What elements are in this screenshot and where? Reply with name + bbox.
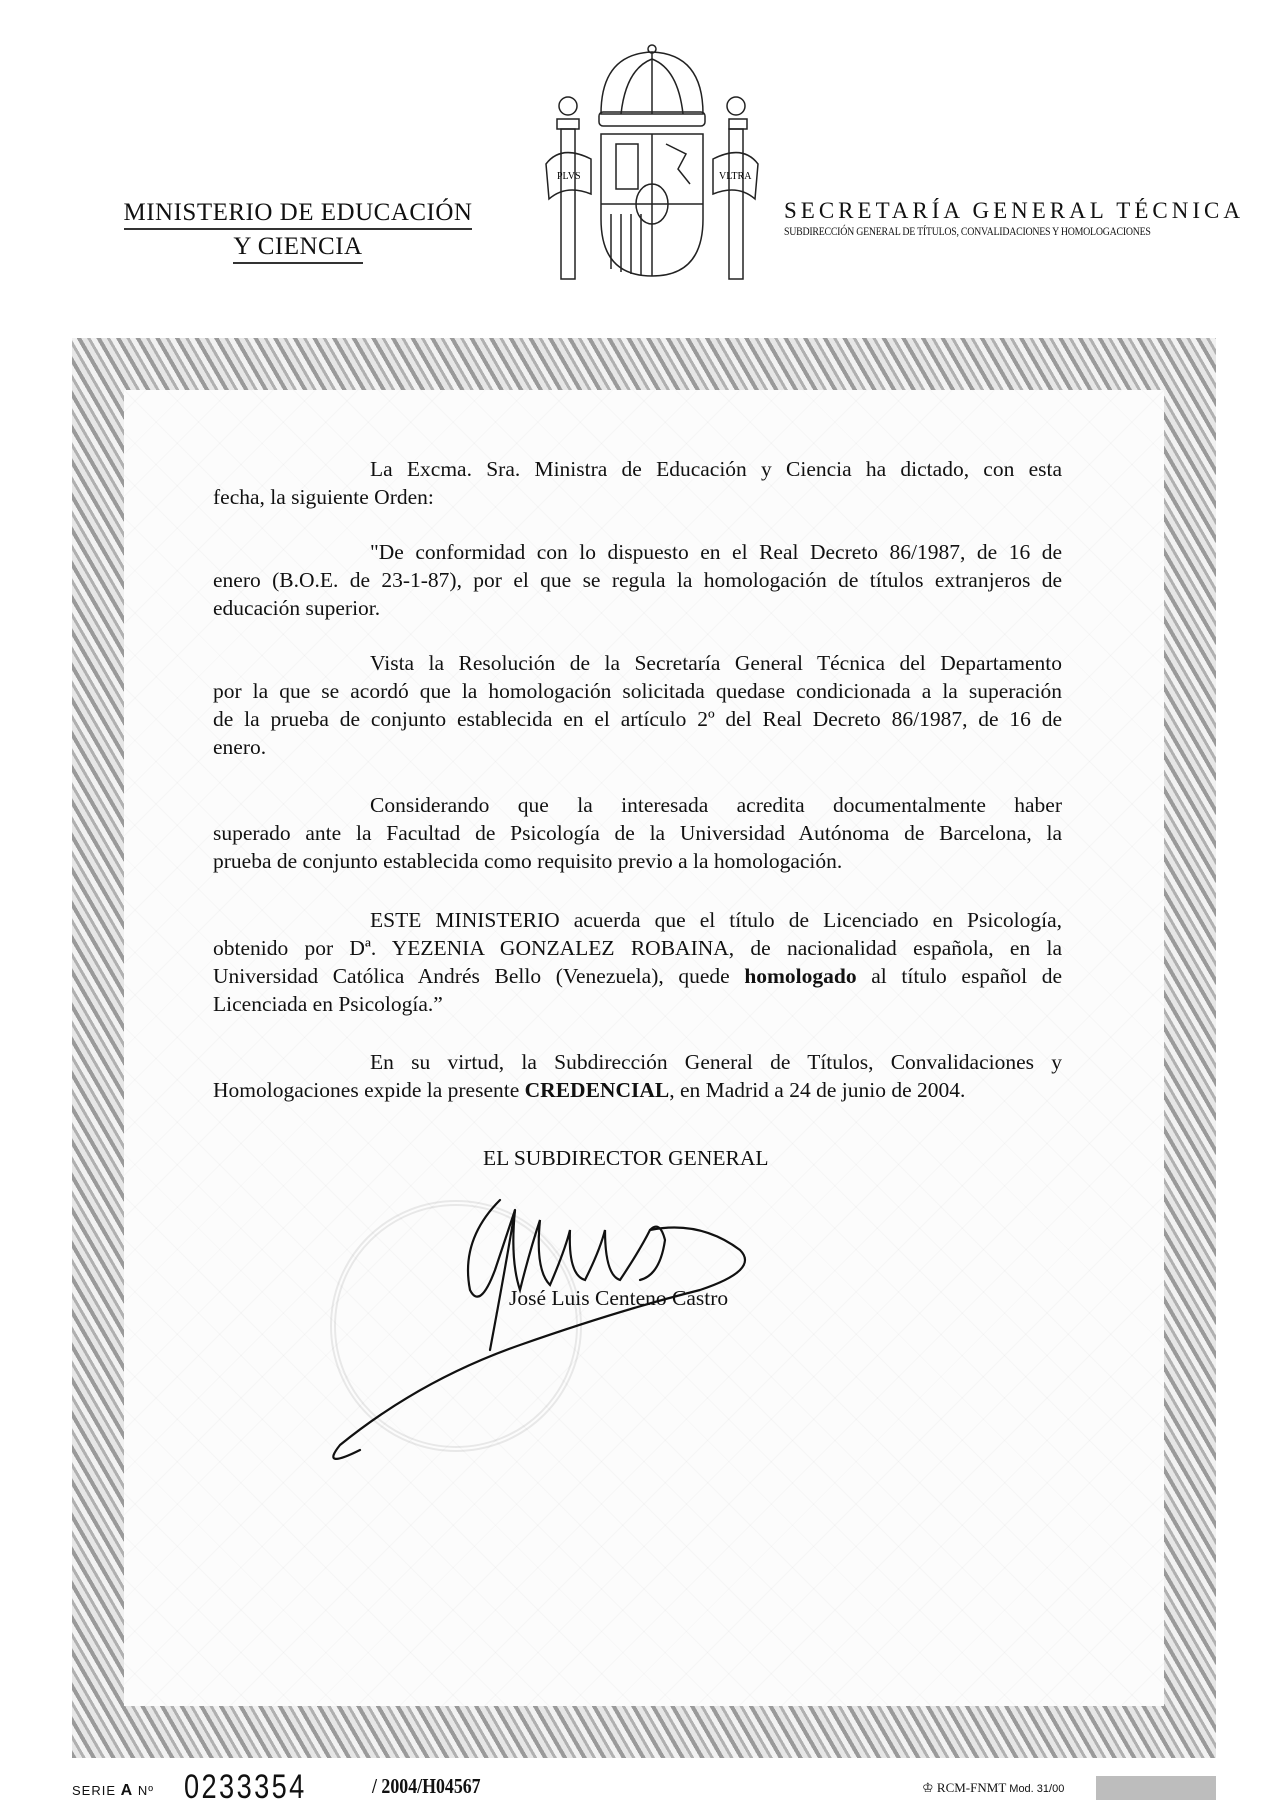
- paragraph-4: [213, 791, 1062, 875]
- text-line: ESTE MINISTERIO acuerda que el título de Licenciado en Psicología,: [370, 908, 1062, 932]
- text-line: [213, 1076, 1062, 1104]
- serie-text: SERIE: [72, 1783, 117, 1798]
- serie-letter: A: [120, 1782, 134, 1799]
- text-line: En su virtud, la Subdirección General de Títulos, Convalidaciones y: [370, 1050, 1062, 1074]
- secretariat-subtitle: SUBDIRECCIÓN GENERAL DE TÍTULOS, CONVALIDACIONES Y HOMOLOGACIONES: [784, 226, 1151, 238]
- serie-label: [72, 1782, 154, 1800]
- text-line: [213, 962, 1062, 990]
- text-span: Universidad Católica Andrés Bello (Venezuela), quede: [213, 964, 745, 988]
- text-span: al título español de: [856, 964, 1062, 988]
- paragraph-3: [213, 649, 1062, 761]
- text-line: "De conformidad con lo dispuesto en el Real Decreto 86/1987, de 16 de: [370, 540, 1062, 564]
- text-line: por la que se acordó que la homologación solicitada quedase condicionada a la superación: [213, 679, 1062, 703]
- serial-number: 0233354: [184, 1768, 307, 1806]
- text-line: superado ante la Facultad de Psicología de la Universidad Autónoma de Barcelona, la: [213, 821, 1062, 845]
- signatory-title: EL SUBDIRECTOR GENERAL: [483, 1146, 769, 1170]
- ministry-title-line2: Y CIENCIA: [233, 232, 362, 264]
- printer-mark: [922, 1780, 1064, 1796]
- motto-right: VLTRA: [719, 171, 752, 182]
- text-line: prueba de conjunto establecida como requisito previo a la homologación.: [213, 849, 843, 873]
- text-line: enero.: [213, 735, 267, 759]
- printer-name: RCM-FNMT: [936, 1780, 1007, 1795]
- model-number: Mod. 31/00: [1009, 1783, 1065, 1795]
- text-line: Vista la Resolución de la Secretaría General Técnica del Departamento: [370, 651, 1062, 675]
- coat-of-arms-icon: [541, 44, 763, 284]
- credencial-bold: CREDENCIAL: [524, 1078, 670, 1102]
- paragraph-1: [213, 455, 1062, 511]
- number-label: Nº: [137, 1783, 154, 1798]
- text-line: educación superior.: [213, 596, 381, 620]
- signatory-name: José Luis Centeno Castro: [509, 1286, 729, 1310]
- text-line: fecha, la siguiente Orden:: [213, 485, 434, 509]
- secretariat-title: SECRETARÍA GENERAL TÉCNICA: [784, 198, 1244, 223]
- text-span: Homologaciones expide la presente: [213, 1078, 525, 1102]
- motto-left: PLVS: [557, 171, 581, 182]
- text-span: , en Madrid a 24 de junio de 2004.: [669, 1078, 966, 1102]
- ministry-title-line1: MINISTERIO DE EDUCACIÓN: [124, 198, 473, 230]
- text-line: obtenido por Dª. YEZENIA GONZALEZ ROBAINA, de nacionalidad española, en la: [213, 936, 1062, 960]
- secretariat-header: [784, 198, 1244, 238]
- text-line: Considerando que la interesada acredita documentalmente haber: [370, 793, 1062, 817]
- file-reference: / 2004/H04567: [372, 1774, 481, 1798]
- grey-security-strip: [1096, 1776, 1216, 1800]
- paragraph-6: [213, 1048, 1062, 1104]
- handwritten-signature: [320, 1180, 880, 1480]
- paragraph-5: [213, 906, 1062, 1018]
- text-line: enero (B.O.E. de 23-1-87), por el que se regula la homologación de títulos extranjeros de: [213, 568, 1062, 592]
- paragraph-2: [213, 538, 1062, 622]
- text-line: La Excma. Sra. Ministra de Educación y Ciencia ha dictado, con esta: [370, 457, 1062, 481]
- text-line: de la prueba de conjunto establecida en el artículo 2º del Real Decreto 86/1987, de 16 de: [213, 707, 1062, 731]
- text-line: Licenciada en Psicología.”: [213, 992, 443, 1016]
- crown-m-icon: ♔: [922, 1780, 934, 1795]
- homologado-bold: homologado: [744, 964, 857, 988]
- ministry-title: [88, 196, 508, 264]
